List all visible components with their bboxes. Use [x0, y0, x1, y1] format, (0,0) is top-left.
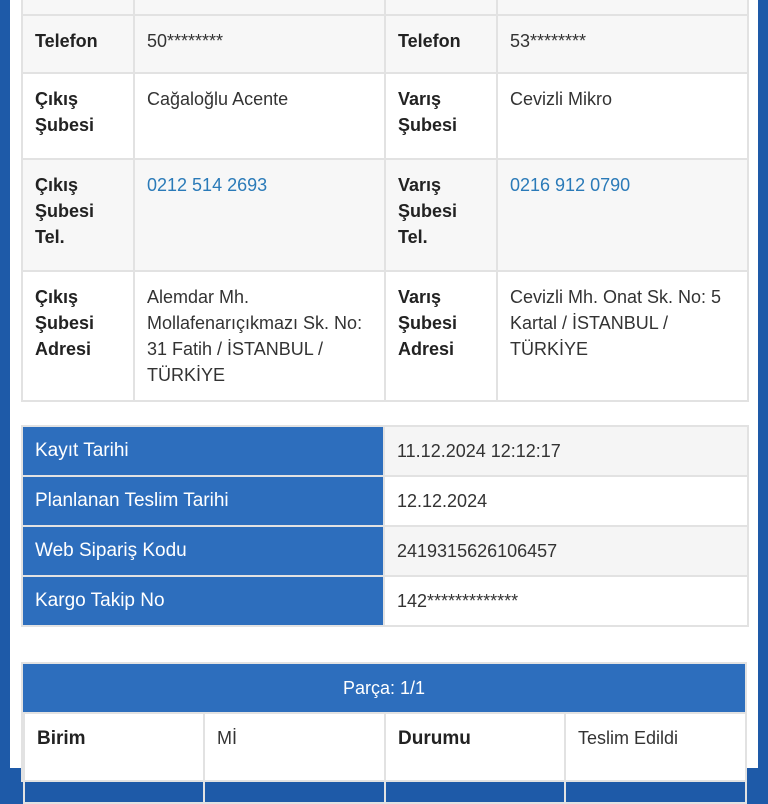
destination-branch-phone-label: Varış Şubesi Tel.	[385, 159, 497, 271]
table-row	[22, 159, 748, 271]
origin-branch-phone-label: Çıkış Şubesi Tel.	[22, 159, 134, 271]
table-row	[22, 271, 748, 401]
destination-branch-address-label: Varış Şubesi Adresi	[385, 271, 497, 401]
destination-branch-value: Cevizli Mikro	[497, 73, 748, 159]
planned-delivery-label: Planlanan Teslim Tarihi	[22, 476, 384, 526]
web-order-code-label: Web Sipariş Kodu	[22, 526, 384, 576]
origin-branch-phone-link[interactable]: 0212 514 2693	[134, 159, 385, 271]
origin-branch-address-label: Çıkış Şubesi Adresi	[22, 271, 134, 401]
shipment-details-table	[21, 425, 749, 627]
table-row	[22, 0, 748, 15]
receiver-phone-label: Telefon	[385, 15, 497, 73]
status-label: Durumu	[385, 713, 565, 803]
destination-branch-phone-link[interactable]: 0216 912 0790	[497, 159, 748, 271]
table-row	[22, 15, 748, 73]
origin-branch-label: Çıkış Şubesi	[22, 73, 134, 159]
planned-delivery-value: 12.12.2024	[384, 476, 748, 526]
table-row	[24, 713, 746, 803]
table-row	[22, 426, 748, 476]
status-value: Teslim Edildi	[565, 713, 746, 803]
unit-value: Mİ	[204, 713, 385, 803]
part-table	[23, 712, 747, 804]
receiver-phone-value: 53********	[497, 15, 748, 73]
sender-phone-value: 50********	[134, 15, 385, 73]
unit-label: Birim	[24, 713, 204, 803]
branch-info-table	[21, 0, 749, 402]
destination-branch-address-value: Cevizli Mh. Onat Sk. No: 5 Kartal / İSTANBUL / TÜRKİYE	[497, 271, 748, 401]
tracking-number-label: Kargo Takip No	[22, 576, 384, 626]
origin-branch-address-value: Alemdar Mh. Mollafenarıçıkmazı Sk. No: 31 Fatih / İSTANBUL / TÜRKİYE	[134, 271, 385, 401]
left-edge	[0, 0, 10, 768]
tracking-number-value: 142*************	[384, 576, 748, 626]
record-date-label: Kayıt Tarihi	[22, 426, 384, 476]
table-row	[22, 476, 748, 526]
part-header: Parça: 1/1	[23, 664, 745, 712]
record-date-value: 11.12.2024 12:12:17	[384, 426, 748, 476]
table-row	[22, 576, 748, 626]
table-row	[22, 73, 748, 159]
part-panel	[21, 662, 747, 782]
destination-branch-label: Varış Şubesi	[385, 73, 497, 159]
table-row	[22, 526, 748, 576]
origin-branch-value: Cağaloğlu Acente	[134, 73, 385, 159]
sender-phone-label: Telefon	[22, 15, 134, 73]
web-order-code-value: 2419315626106457	[384, 526, 748, 576]
right-edge	[758, 0, 768, 768]
